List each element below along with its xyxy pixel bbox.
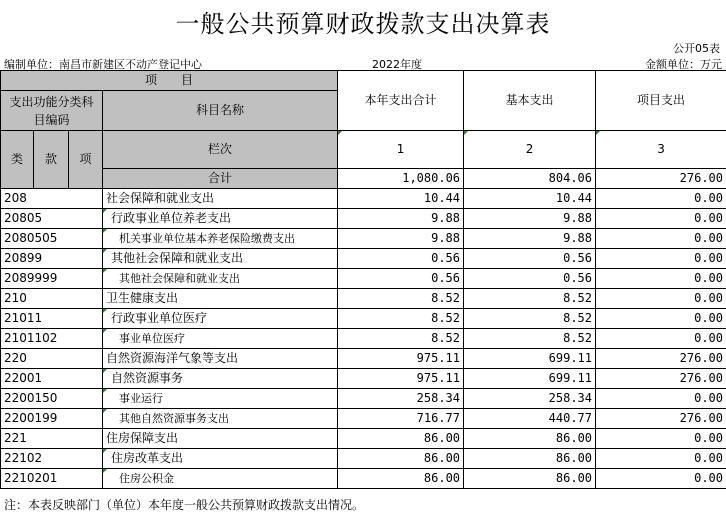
row-code: 2101102 — [1, 329, 103, 349]
row-code: 22102 — [1, 449, 103, 469]
row-basic: 0.56 — [464, 269, 596, 289]
total-label: 合计 — [103, 169, 338, 189]
row-basic: 8.52 — [464, 289, 596, 309]
row-subject-name: 机关事业单位基本养老保险缴费支出 — [103, 229, 338, 249]
header-lei: 类 — [1, 131, 34, 189]
row-total: 8.52 — [338, 289, 464, 309]
row-basic: 440.77 — [464, 409, 596, 429]
row-project: 0.00 — [596, 449, 726, 469]
row-basic: 8.52 — [464, 309, 596, 329]
table-row — [1, 429, 726, 449]
row-subject-name: 住房改革支出 — [103, 449, 338, 469]
row-code: 21011 — [1, 309, 103, 329]
row-code: 2210201 — [1, 469, 103, 489]
row-project: 0.00 — [596, 249, 726, 269]
total-project: 276.00 — [596, 169, 726, 189]
row-total: 10.44 — [338, 189, 464, 209]
table-row — [1, 189, 726, 209]
row-basic: 8.52 — [464, 329, 596, 349]
row-subject-name: 其他社会保障和就业支出 — [103, 249, 338, 269]
row-total: 8.52 — [338, 309, 464, 329]
table-row — [1, 389, 726, 409]
col-no-2: 2 — [464, 131, 596, 169]
row-subject-name: 行政事业单位医疗 — [103, 309, 338, 329]
row-total: 0.56 — [338, 249, 464, 269]
header-total-col: 本年支出合计 — [338, 71, 464, 131]
table-row — [1, 209, 726, 229]
row-basic: 699.11 — [464, 349, 596, 369]
report-title: 一般公共预算财政拨款支出决算表 — [175, 10, 551, 38]
row-basic: 10.44 — [464, 189, 596, 209]
row-subject-name: 卫生健康支出 — [103, 289, 338, 309]
row-subject-name: 住房公积金 — [103, 469, 338, 489]
row-code: 2200150 — [1, 389, 103, 409]
table-row — [1, 289, 726, 309]
row-project: 0.00 — [596, 269, 726, 289]
row-code: 2080505 — [1, 229, 103, 249]
row-code: 210 — [1, 289, 103, 309]
money-unit: 金额单位：万元 — [645, 58, 722, 71]
header-kuan: 款 — [34, 131, 69, 189]
row-project: 0.00 — [596, 429, 726, 449]
table-row — [1, 449, 726, 469]
row-subject-name: 行政事业单位养老支出 — [103, 209, 338, 229]
row-project: 276.00 — [596, 409, 726, 429]
header-item: 项 目 — [1, 71, 338, 91]
row-project: 0.00 — [596, 309, 726, 329]
row-subject-name: 其他自然资源事务支出 — [103, 409, 338, 429]
row-basic: 9.88 — [464, 209, 596, 229]
row-subject-name: 社会保障和就业支出 — [103, 189, 338, 209]
row-project: 0.00 — [596, 289, 726, 309]
table-row — [1, 249, 726, 269]
row-project: 0.00 — [596, 389, 726, 409]
header-xiang: 项 — [69, 131, 103, 189]
table-row — [1, 369, 726, 389]
total-basic: 804.06 — [464, 169, 596, 189]
row-total: 0.56 — [338, 269, 464, 289]
table-number: 公开05表 — [673, 42, 720, 55]
row-basic: 699.11 — [464, 369, 596, 389]
row-code: 20899 — [1, 249, 103, 269]
row-total: 9.88 — [338, 209, 464, 229]
row-project: 0.00 — [596, 189, 726, 209]
table-row — [1, 349, 726, 369]
report-year: 2022年度 — [372, 58, 422, 71]
col-no-1: 1 — [338, 131, 464, 169]
table-row — [1, 269, 726, 289]
row-code: 208 — [1, 189, 103, 209]
row-subject-name: 事业运行 — [103, 389, 338, 409]
row-subject-name: 事业单位医疗 — [103, 329, 338, 349]
header-colno: 栏次 — [103, 131, 338, 169]
row-total: 86.00 — [338, 429, 464, 449]
row-total: 975.11 — [338, 369, 464, 389]
org-unit: 编制单位：南昌市新建区不动产登记中心 — [4, 58, 202, 71]
row-basic: 0.56 — [464, 249, 596, 269]
row-code: 20805 — [1, 209, 103, 229]
col-no-3: 3 — [596, 131, 726, 169]
header-func-code: 支出功能分类科目编码 — [1, 91, 103, 131]
table-row — [1, 229, 726, 249]
row-total: 9.88 — [338, 229, 464, 249]
row-basic: 86.00 — [464, 429, 596, 449]
row-code: 221 — [1, 429, 103, 449]
row-code: 2200199 — [1, 409, 103, 429]
row-subject-name: 其他社会保障和就业支出 — [103, 269, 338, 289]
expenditure-table — [0, 70, 726, 489]
header-subject-name: 科目名称 — [103, 91, 338, 131]
row-basic: 9.88 — [464, 229, 596, 249]
table-row — [1, 309, 726, 329]
row-basic: 258.34 — [464, 389, 596, 409]
row-project: 276.00 — [596, 349, 726, 369]
header-project-col: 项目支出 — [596, 71, 726, 131]
row-project: 0.00 — [596, 229, 726, 249]
row-code: 22001 — [1, 369, 103, 389]
row-project: 0.00 — [596, 469, 726, 489]
row-subject-name: 自然资源事务 — [103, 369, 338, 389]
row-total: 258.34 — [338, 389, 464, 409]
table-row — [1, 409, 726, 429]
total-sum: 1,080.06 — [338, 169, 464, 189]
row-project: 276.00 — [596, 369, 726, 389]
row-code: 220 — [1, 349, 103, 369]
row-subject-name: 住房保障支出 — [103, 429, 338, 449]
row-total: 86.00 — [338, 469, 464, 489]
row-subject-name: 自然资源海洋气象等支出 — [103, 349, 338, 369]
table-row — [1, 329, 726, 349]
row-total: 8.52 — [338, 329, 464, 349]
row-basic: 86.00 — [464, 469, 596, 489]
footnote: 注：本表反映部门（单位）本年度一般公共预算财政拨款支出情况。 — [4, 498, 365, 512]
row-total: 86.00 — [338, 449, 464, 469]
header-basic-col: 基本支出 — [464, 71, 596, 131]
row-project: 0.00 — [596, 329, 726, 349]
table-row — [1, 469, 726, 489]
row-total: 716.77 — [338, 409, 464, 429]
row-total: 975.11 — [338, 349, 464, 369]
row-code: 2089999 — [1, 269, 103, 289]
row-basic: 86.00 — [464, 449, 596, 469]
row-project: 0.00 — [596, 209, 726, 229]
